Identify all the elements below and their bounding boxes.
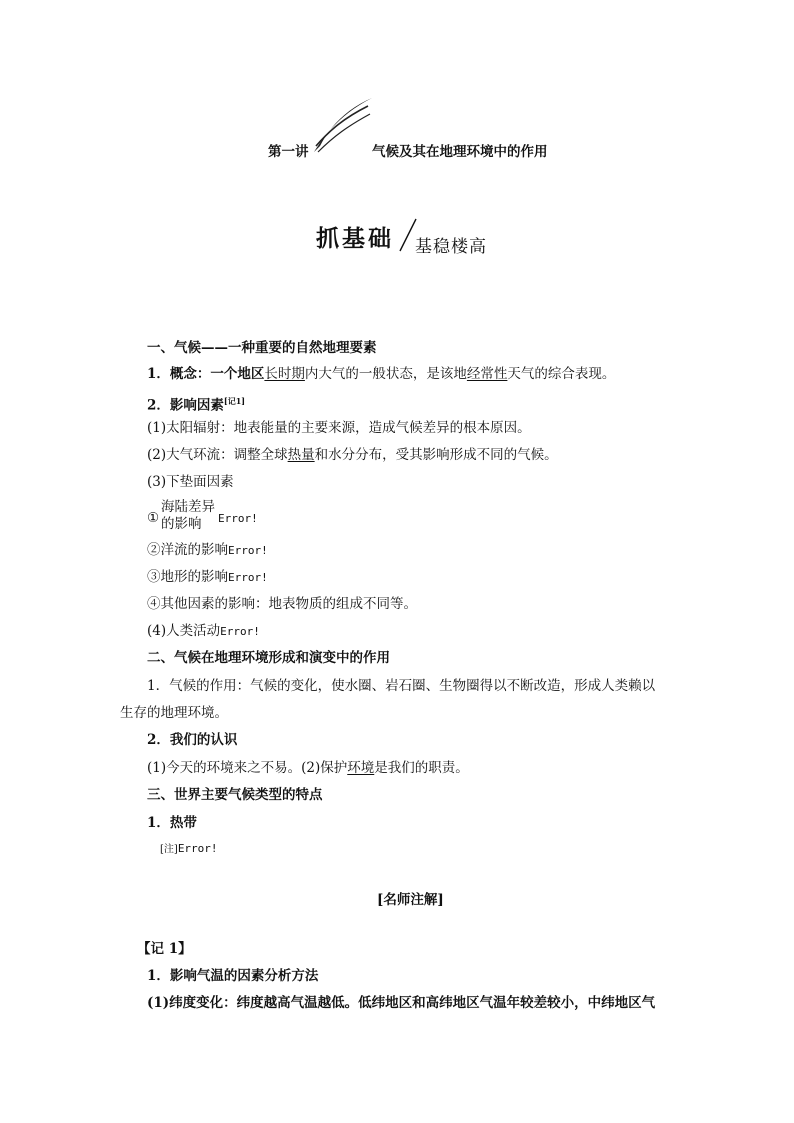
- underline-term-long-period: 长时期: [264, 366, 305, 382]
- climate-role-line-2: 生存的地理环境。: [120, 705, 228, 721]
- notes-heading: [名师注解]: [377, 892, 444, 908]
- swoosh-logo-icon: [310, 96, 376, 154]
- factor-underlying-surface: (3)下垫面因素: [147, 474, 234, 490]
- subfactor-2: ②洋流的影响Error!: [147, 542, 268, 558]
- section-2-heading: 二、气候在地理环境形成和演变中的作用: [147, 650, 390, 666]
- memo-marker: [记1]: [223, 396, 246, 406]
- memo-item-1: 1．影响气温的因素分析方法: [147, 968, 319, 984]
- tropical-heading: 1．热带: [147, 815, 197, 831]
- factor-solar-radiation: (1)太阳辐射：地表能量的主要来源，造成气候差异的根本原因。: [147, 420, 531, 436]
- factors-heading: 2．影响因素[记1]: [147, 396, 246, 414]
- our-understanding-text: (1)今天的环境来之不易。(2)保护环境是我们的职责。: [147, 760, 469, 776]
- banner-title: 抓基础: [316, 225, 394, 252]
- error-text: Error!: [177, 842, 218, 855]
- note-marker: [注]: [160, 844, 178, 855]
- underline-term-heat: 热量: [287, 447, 315, 463]
- section-3-heading: 三、世界主要气候类型的特点: [147, 787, 323, 803]
- note-line: [160, 840, 218, 855]
- subfactor-1-top: 海陆差异: [161, 499, 215, 515]
- memo-text: (1)纬度变化：纬度越高气温越低。低纬地区和高纬地区气温年较差较小，中纬地区气: [147, 995, 656, 1011]
- factor-atmospheric-circulation: (2)大气环流：调整全球热量和水分分布，受其影响形成不同的气候。: [147, 447, 558, 463]
- subfactor-3: ③地形的影响Error!: [147, 569, 268, 585]
- subfactor-4: ④其他因素的影响：地表物质的组成不同等。: [147, 596, 417, 612]
- lecture-number: 第一讲: [268, 144, 309, 160]
- underline-term-environment: 环境: [347, 760, 375, 776]
- lecture-title: 气候及其在地理环境中的作用: [372, 144, 548, 160]
- factor-human-activity: (4)人类活动Error!: [147, 623, 260, 639]
- section-1-heading: 一、气候——一种重要的自然地理要素: [147, 340, 377, 356]
- memo-label: 【记 1】: [137, 941, 192, 957]
- error-text: Error!: [220, 625, 260, 638]
- error-text: Error!: [228, 571, 268, 584]
- concept-line: 1．概念：一个地区长时期内大气的一般状态，是该地经常性天气的综合表现。: [147, 366, 616, 382]
- underline-term-regular: 经常性: [466, 366, 508, 382]
- error-text: Error!: [228, 544, 268, 557]
- our-understanding-heading: 2．我们的认识: [147, 732, 238, 748]
- climate-role-line-1: 1．气候的作用：气候的变化，使水圈、岩石圈、生物圈得以不断改造，形成人类赖以: [147, 678, 656, 694]
- subfactor-1-bottom: 的影响: [161, 516, 202, 532]
- subfactor-1-number: ①: [147, 510, 160, 526]
- banner-subtitle: 基稳楼高: [415, 237, 487, 257]
- error-text: Error!: [218, 512, 258, 525]
